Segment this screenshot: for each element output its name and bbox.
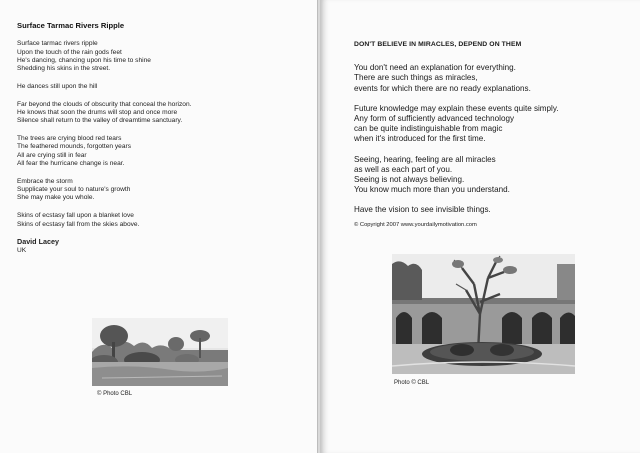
paragraph-1 [354, 63, 640, 94]
text-line: Any form of sufficiently advanced technology [354, 114, 515, 124]
landscape-photo [92, 318, 228, 386]
poem-line: He's dancing, chancing upon his time to shine [17, 56, 151, 64]
poem-line: Skins of ecstasy fall upon a blanket love [17, 212, 134, 220]
stanza-1 [17, 40, 307, 73]
poem-line: Upon the touch of the rain gods feet [17, 48, 122, 56]
text-line: events for which there are no ready explanations. [354, 83, 531, 93]
text-line: can be quite indistinguishable from magic [354, 124, 503, 134]
paragraph-4 [354, 205, 640, 215]
stanza-3 [17, 101, 307, 126]
motivation-body [354, 40, 640, 230]
poem-line: He knows that soon the drums will stop and once more [17, 109, 178, 117]
author-country: UK [17, 246, 27, 254]
courtyard-photo [392, 254, 575, 374]
poem-line: Embrace the storm [17, 177, 73, 185]
text-line: Future knowledge may explain these events quite simply. [354, 103, 559, 113]
author-name: David Lacey [17, 237, 59, 247]
right-page [320, 0, 640, 453]
text-line: You know much more than you understand. [354, 185, 510, 195]
poem-line: The feathered mounds, forgotten years [17, 143, 131, 151]
text-line: when it's introduced for the first time. [354, 134, 486, 144]
poem-line: Surface tarmac rivers ripple [17, 40, 98, 48]
poem-title: Surface Tarmac Rivers Ripple [17, 21, 125, 30]
stanza-5 [17, 178, 307, 203]
stanza-2 [17, 83, 307, 91]
text-line: as well as each part of you. [354, 164, 453, 174]
left-page [0, 0, 318, 453]
poem-line: All fear the hurricane change is near. [17, 160, 125, 168]
paragraph-2 [354, 104, 640, 145]
poem-line: Far beyond the clouds of obscurity that conceal the horizon. [17, 100, 192, 108]
poem-line: Shedding his skins in the street. [17, 65, 111, 73]
left-photo-caption: © Photo CBL [97, 391, 133, 397]
text-line: Have the vision to see invisible things. [354, 205, 491, 215]
right-photo-caption: Photo © CBL [394, 380, 430, 386]
text-line: You don't need an explanation for everything. [354, 63, 516, 73]
poem-line: Skins of ecstasy fall from the skies above. [17, 220, 140, 228]
poem-body [17, 22, 307, 255]
poem-line: Silence shall return to the valley of dreamtime sanctuary. [17, 117, 183, 125]
text-line: There are such things as miracles, [354, 73, 478, 83]
poem-line: The trees are crying blood red tears [17, 135, 122, 143]
text-line: Seeing, hearing, feeling are all miracles [354, 154, 496, 164]
text-line: Seeing is not always believing. [354, 175, 465, 185]
poem-line: She may make you whole. [17, 194, 95, 202]
poem-line: All are crying still in fear [17, 151, 87, 159]
paragraph-3 [354, 155, 640, 196]
poem-line: He dances still upon the hill [17, 82, 98, 90]
stanza-4 [17, 135, 307, 168]
copyright-notice: © Copyright 2007 www.yourdailymotivation.com [354, 221, 477, 228]
motivation-title: DON'T BELIEVE IN MIRACLES, DEPEND ON THEM [354, 41, 522, 48]
stanza-6 [17, 212, 307, 229]
poem-line: Supplicate your soul to nature's growth [17, 186, 131, 194]
